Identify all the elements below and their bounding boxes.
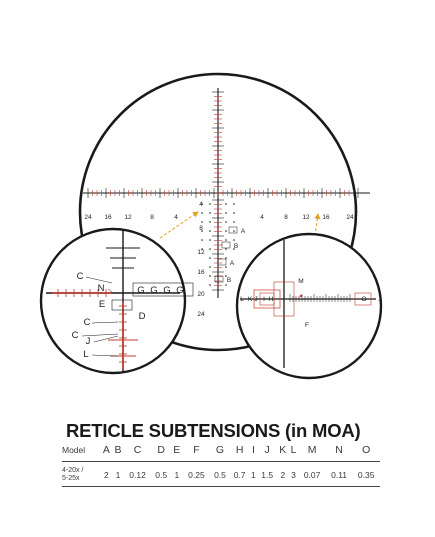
center-dot (217, 192, 219, 194)
holdover-dot (225, 221, 227, 223)
windage-label: 4 (174, 214, 178, 221)
holdover-dot (233, 239, 235, 241)
holdover-dot (209, 239, 211, 241)
zoom-callout-label: C (71, 330, 79, 341)
value-cell: 0.5 (210, 462, 230, 487)
value-cell: 1 (171, 462, 183, 487)
model-line-1: 4-20x / (62, 467, 84, 474)
holdover-dot (233, 230, 235, 232)
zoom-callout-label: L (83, 349, 89, 360)
holdover-dot (233, 203, 235, 205)
table-row (62, 462, 380, 487)
callout-label: B (226, 277, 232, 284)
elevation-label: 24 (197, 311, 205, 318)
callout-label: A (229, 260, 235, 267)
holdover-dot (209, 275, 211, 277)
column-header: B (112, 442, 124, 462)
elevation-label: 16 (197, 269, 205, 276)
column-header: L (289, 442, 299, 462)
column-header: A (101, 442, 113, 462)
right-zoom-circle (237, 234, 381, 378)
windage-label: 12 (124, 214, 132, 221)
holdover-dot (201, 239, 203, 241)
holdover-dot (209, 230, 211, 232)
zoom-callout-label: J (378, 296, 382, 303)
value-cell: 1.5 (257, 462, 277, 487)
value-cell: 2 (101, 462, 113, 487)
zoom-center-dot (300, 295, 302, 297)
model-line-2: 5-25x (62, 475, 80, 482)
holdover-dot (225, 248, 227, 250)
zoom-callout-label: E (98, 299, 106, 310)
zoom-callout-label: O (361, 296, 367, 303)
holdover-dot (225, 284, 227, 286)
value-cell: 0.25 (183, 462, 211, 487)
holdover-dot (209, 284, 211, 286)
windage-label: 8 (150, 214, 154, 221)
table-header-row (62, 442, 380, 462)
zoom-callout-label: D (138, 311, 146, 322)
windage-label: 24 (346, 214, 354, 221)
windage-label: 16 (104, 214, 112, 221)
elevation-label: 8 (199, 225, 203, 232)
value-cell: 1 (112, 462, 124, 487)
zoom-callout-label: C (83, 317, 91, 328)
holdover-dot (209, 221, 211, 223)
zoom-callout-label: G (137, 285, 145, 296)
zoom-callout-label: N (97, 283, 105, 294)
holdover-dot (233, 212, 235, 214)
zoom-callout-label: C (76, 271, 84, 282)
zoom-callout-label: G (176, 285, 184, 296)
value-cell: 1 (249, 462, 257, 487)
windage-label: 12 (302, 214, 310, 221)
zoom-callout-label: J (85, 336, 91, 347)
column-header: J (257, 442, 277, 462)
column-header: F (183, 442, 211, 462)
holdover-dot (209, 266, 211, 268)
holdover-dot (209, 212, 211, 214)
holdover-dot (201, 221, 203, 223)
holdover-dot (225, 239, 227, 241)
column-header: H (230, 442, 250, 462)
zoom-callout-label: I (263, 296, 265, 303)
column-header: M (298, 442, 326, 462)
holdover-dot (225, 266, 227, 268)
column-header: G (210, 442, 230, 462)
elevation-label: 12 (197, 249, 205, 256)
holdover-dot (209, 257, 211, 259)
value-cell: 0.5 (151, 462, 171, 487)
column-header: D (151, 442, 171, 462)
zoom-callout-label: H (268, 296, 274, 303)
holdover-dot (201, 212, 203, 214)
elevation-label: 20 (197, 291, 205, 298)
holdover-dot (225, 212, 227, 214)
column-header: C (124, 442, 152, 462)
holdover-dot (225, 203, 227, 205)
holdover-dot (225, 230, 227, 232)
value-cell: 2 (277, 462, 289, 487)
callout-label: A (240, 228, 246, 235)
column-header: N (326, 442, 352, 462)
subtensions-title: RETICLE SUBTENSIONS (in MOA) (66, 420, 361, 441)
model-cell (62, 462, 101, 487)
column-header: K (277, 442, 289, 462)
windage-label: 24 (84, 214, 92, 221)
zoom-callout-label: L (240, 296, 244, 303)
holdover-dot (209, 203, 211, 205)
value-cell: 0.12 (124, 462, 152, 487)
windage-label: 4 (260, 214, 264, 221)
holdover-dot (233, 221, 235, 223)
value-cell: 0.11 (326, 462, 352, 487)
windage-label: 8 (284, 214, 288, 221)
model-header: Model (62, 442, 101, 462)
subtensions-table (62, 442, 380, 487)
left-zoom-circle (41, 229, 185, 373)
value-cell: 0.35 (352, 462, 380, 487)
column-header: O (352, 442, 380, 462)
holdover-dot (209, 248, 211, 250)
value-cell: 0.7 (230, 462, 250, 487)
value-cell: 3 (289, 462, 299, 487)
zoom-callout-label: G (150, 285, 158, 296)
holdover-dot (225, 257, 227, 259)
elevation-label: 4 (199, 201, 203, 208)
column-header: E (171, 442, 183, 462)
zoom-callout-label: M (298, 278, 304, 285)
column-header: I (249, 442, 257, 462)
zoom-callout-label: K (247, 296, 253, 303)
zoom-callout-label: J (254, 296, 258, 303)
windage-label: 16 (322, 214, 330, 221)
value-cell: 0.07 (298, 462, 326, 487)
zoom-callout-label: G (163, 285, 171, 296)
callout-label: B (233, 243, 239, 250)
zoom-callout-label: F (305, 322, 309, 329)
